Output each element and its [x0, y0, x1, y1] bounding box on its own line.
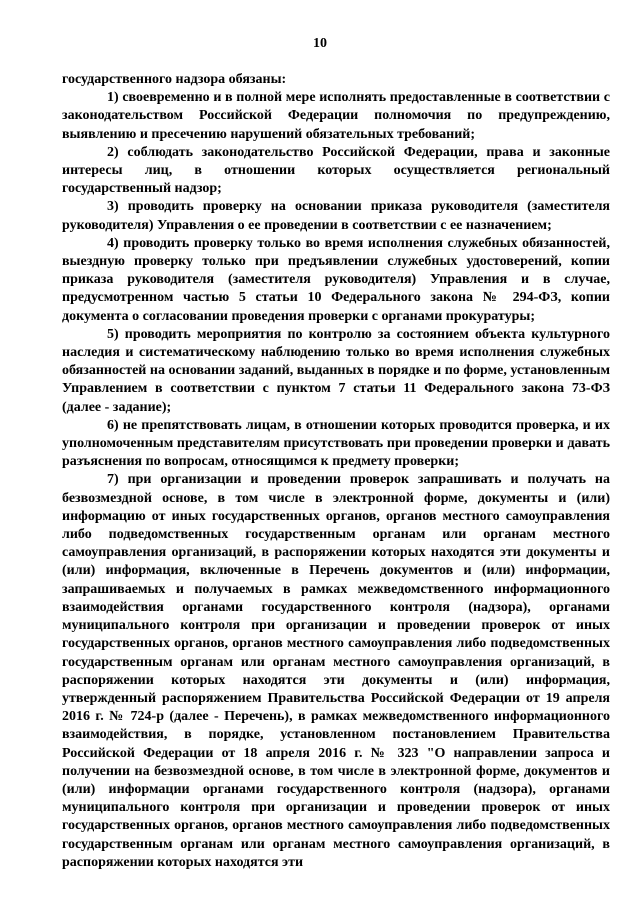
page-number: 10	[313, 36, 327, 51]
list-item-5: 5) проводить мероприятия по контролю за состоянием объекта культурного наследия и систематическому наблюдению только во время исполнения служебных обязанностей на основании заданий, выданных в порядке и по форме, установленным Управлением в соответствии с пунктом 7 статьи 11 Федерального закона 73-ФЗ (далее - задание);	[62, 326, 610, 415]
list-item-3: 3) проводить проверку на основании приказа руководителя (заместителя руководителя) Управления о ее проведении в соответствии с ее назначением;	[62, 199, 610, 233]
list-item-4: 4) проводить проверку только во время исполнения служебных обязанностей, выездную проверку только при предъявлении служебных удостоверений, копии приказа руководителя (заместителя руководителя) Управления и в случае, предусмотренном частью 5 статьи 10 Федерального закона № 294-ФЗ, копии документа о согласовании проведения проверки с органами прокуратуры;	[62, 235, 610, 324]
document-body	[62, 71, 610, 872]
paragraph-intro: государственного надзора обязаны:	[62, 72, 287, 87]
list-item-6: 6) не препятствовать лицам, в отношении которых проводится проверка, и их уполномоченным представителям присутствовать при проведении проверки и давать разъяснения по вопросам, относящимся к предмету проверки;	[62, 417, 610, 470]
list-item-7: 7) при организации и проведении проверок запрашивать и получать на безвозмездной основе, в том числе в электронной форме, документы и (или) информацию от иных государственных органов, органов местного самоуправления либо подведомственных государственным органам или органам местного самоуправления организаций, в распоряжении которых находятся эти документы и (или) информация, включенные в Перечень документов и (или) информации, запрашиваемых и получаемых в рамках межведомственного информационного взаимодействия органами государственного контроля (надзора), органами муниципального контроля при организации и проведении проверок от иных государственных органов, органов местного самоуправления либо подведомственных государственным органам или органам местного самоуправления организаций, в распоряжении которых находятся эти документы и (или) информация, утвержденный распоряжением Правительства Российской Федерации от 19 апреля 2016 г. № 724-р (далее - Перечень), в рамках межведомственного информационного взаимодействия, в порядке, установленном постановлением Правительства Российской Федерации от 18 апреля 2016 г. № 323 "О направлении запроса и получении на безвозмездной основе, в том числе в электронной форме, документов и (или) информации органами государственного контроля (надзора), органами муниципального контроля при организации и проведении проверок от иных государственных органов, органов местного самоуправления либо подведомственных государственным органам или органам местного самоуправления организаций, в распоряжении которых находятся эти	[62, 472, 610, 870]
list-item-1: 1) своевременно и в полной мере исполнять предоставленные в соответствии с законодательством Российской Федерации полномочия по предупреждению, выявлению и пресечению нарушений обязательных требований;	[62, 90, 610, 142]
list-item-2: 2) соблюдать законодательство Российской Федерации, права и законные интересы лиц, в отношении которых осуществляется региональный государственный надзор;	[62, 144, 610, 197]
